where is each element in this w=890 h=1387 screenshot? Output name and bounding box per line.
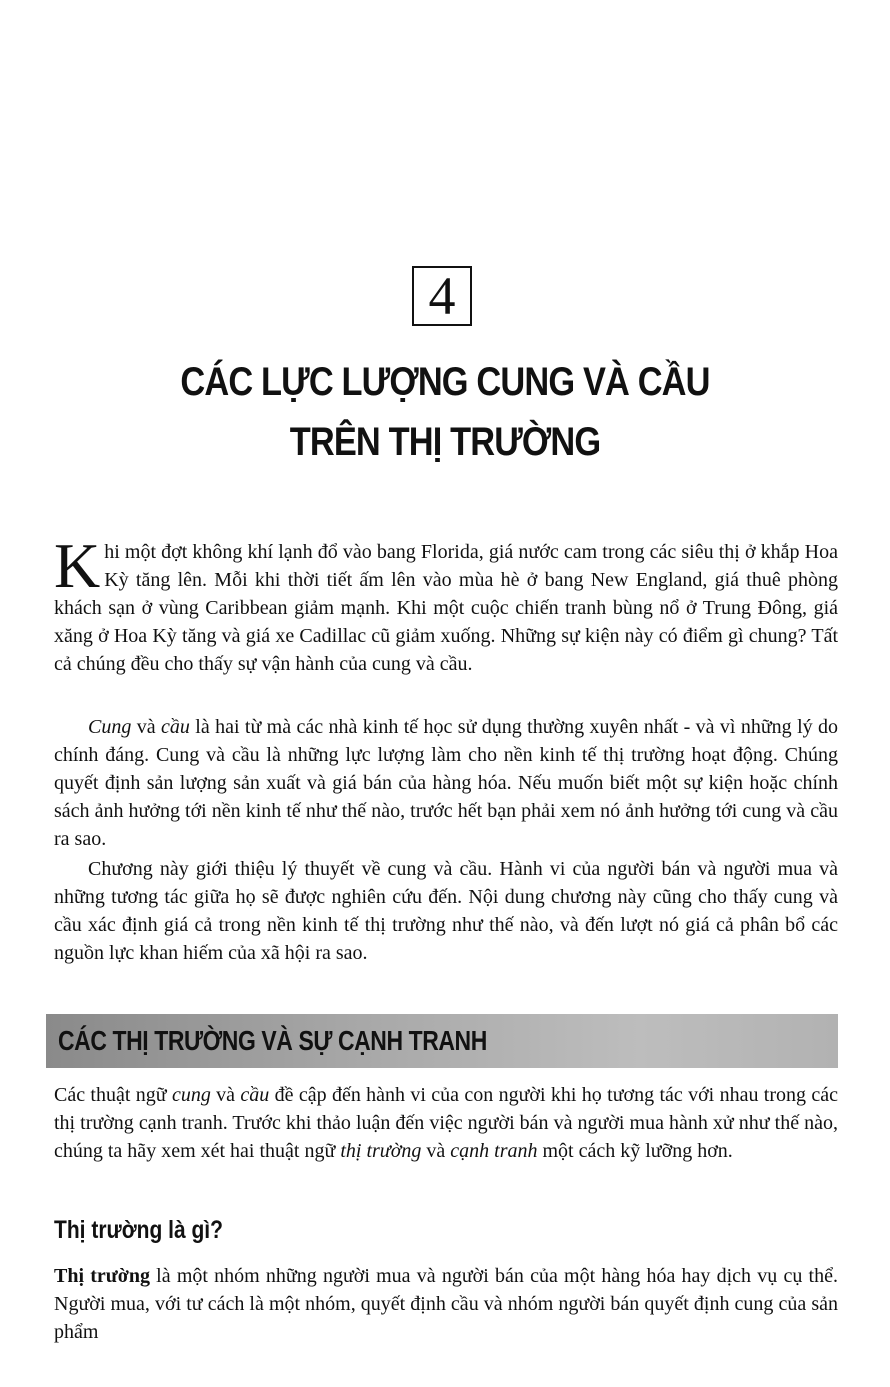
chapter-number-box [412, 266, 472, 326]
definition-text: là một nhóm những người mua và người bán của một hàng hóa hay dịch vụ cụ thể. Người mua, với tư cách là một nhóm, quyết định cầu và nhóm người bán quyết định cung của sản phẩm [54, 1265, 838, 1343]
intro-paragraph-1 [54, 530, 838, 678]
section-heading-bar [46, 1014, 838, 1068]
term-cung: cung [171, 1084, 211, 1106]
drop-cap: K [54, 530, 101, 601]
term-cung: Cung [88, 716, 132, 738]
subsection-heading: Thị trường là gì? [54, 1216, 223, 1244]
chapter-title-line-2: TRÊN THỊ TRƯỜNG [289, 420, 601, 464]
section-text-b: và [210, 1084, 241, 1106]
conjunction: và [131, 716, 161, 738]
term-cau: cầu [240, 1084, 270, 1106]
definition-term: Thị trường [54, 1265, 150, 1287]
intro-paragraph-2-text: là hai từ mà các nhà kinh tế học sử dụng thường xuyên nhất - và vì những lý do chính đáng. Cung và cầu là những lực lượng làm cho nền kinh tế thị trường hoạt động. Chúng quyết định sản lượng sản xuất và giá bán của hàng hóa. Nếu muốn biết một sự kiện hoặc chính sách ảnh hưởng tới nền kinh tế như thế nào, trước hết bạn phải xem nó ảnh hưởng tới cung và cầu ra sao. [54, 716, 839, 850]
intro-paragraph-1-text: hi một đợt không khí lạnh đổ vào bang Florida, giá nước cam trong các siêu thị ở khắp Hoa Kỳ tăng lên. Mỗi khi thời tiết ấm lên vào mùa hè ở bang New England, giá thuê phòng khách sạn ở vùng Caribbean giảm mạnh. Khi một cuộc chiến tranh bùng nổ ở Trung Đông, giá xăng ở Hoa Kỳ tăng và giá xe Cadillac cũ giảm xuống. Những sự kiện này có điểm gì chung? Tất cả chúng đều cho thấy sự vận hành của cung và cầu. [54, 541, 838, 675]
definition-paragraph [54, 1262, 838, 1346]
term-thi-truong: thị trường [340, 1140, 422, 1162]
section-text-e: một cách kỹ lưỡng hơn. [537, 1140, 733, 1162]
chapter-title [114, 352, 776, 472]
intro-paragraph-3: Chương này giới thiệu lý thuyết về cung và cầu. Hành vi của người bán và người mua và những tương tác giữa họ sẽ được nghiên cứu đến. Nội dung chương này cũng cho thấy cung và cầu xác định giá cả trong nền kinh tế thị trường như thế nào, và đến lượt nó giá cả phân bổ các nguồn lực khan hiếm của xã hội ra sao. [54, 858, 838, 964]
section-paragraph [54, 1081, 838, 1165]
section-text-d: và [421, 1140, 451, 1162]
section-text-a: Các thuật ngữ [54, 1084, 172, 1106]
term-cau: cầu [161, 716, 190, 738]
term-canh-tranh: cạnh tranh [450, 1140, 538, 1162]
chapter-number: 4 [428, 266, 456, 326]
section-text-c: đề cập đến hành vi của con người khi họ tương tác với nhau trong các thị trường cạnh tranh. Trước khi thảo luận đến việc người bán và người mua hành xử như thế nào, chúng ta hãy xem xét hai thuật ngữ [54, 1084, 838, 1162]
section-title: CÁC THỊ TRƯỜNG VÀ SỰ CẠNH TRANH [58, 1025, 487, 1056]
intro-paragraph-2 [54, 713, 838, 853]
chapter-title-line-1: CÁC LỰC LƯỢNG CUNG VÀ CẦU [180, 360, 710, 404]
